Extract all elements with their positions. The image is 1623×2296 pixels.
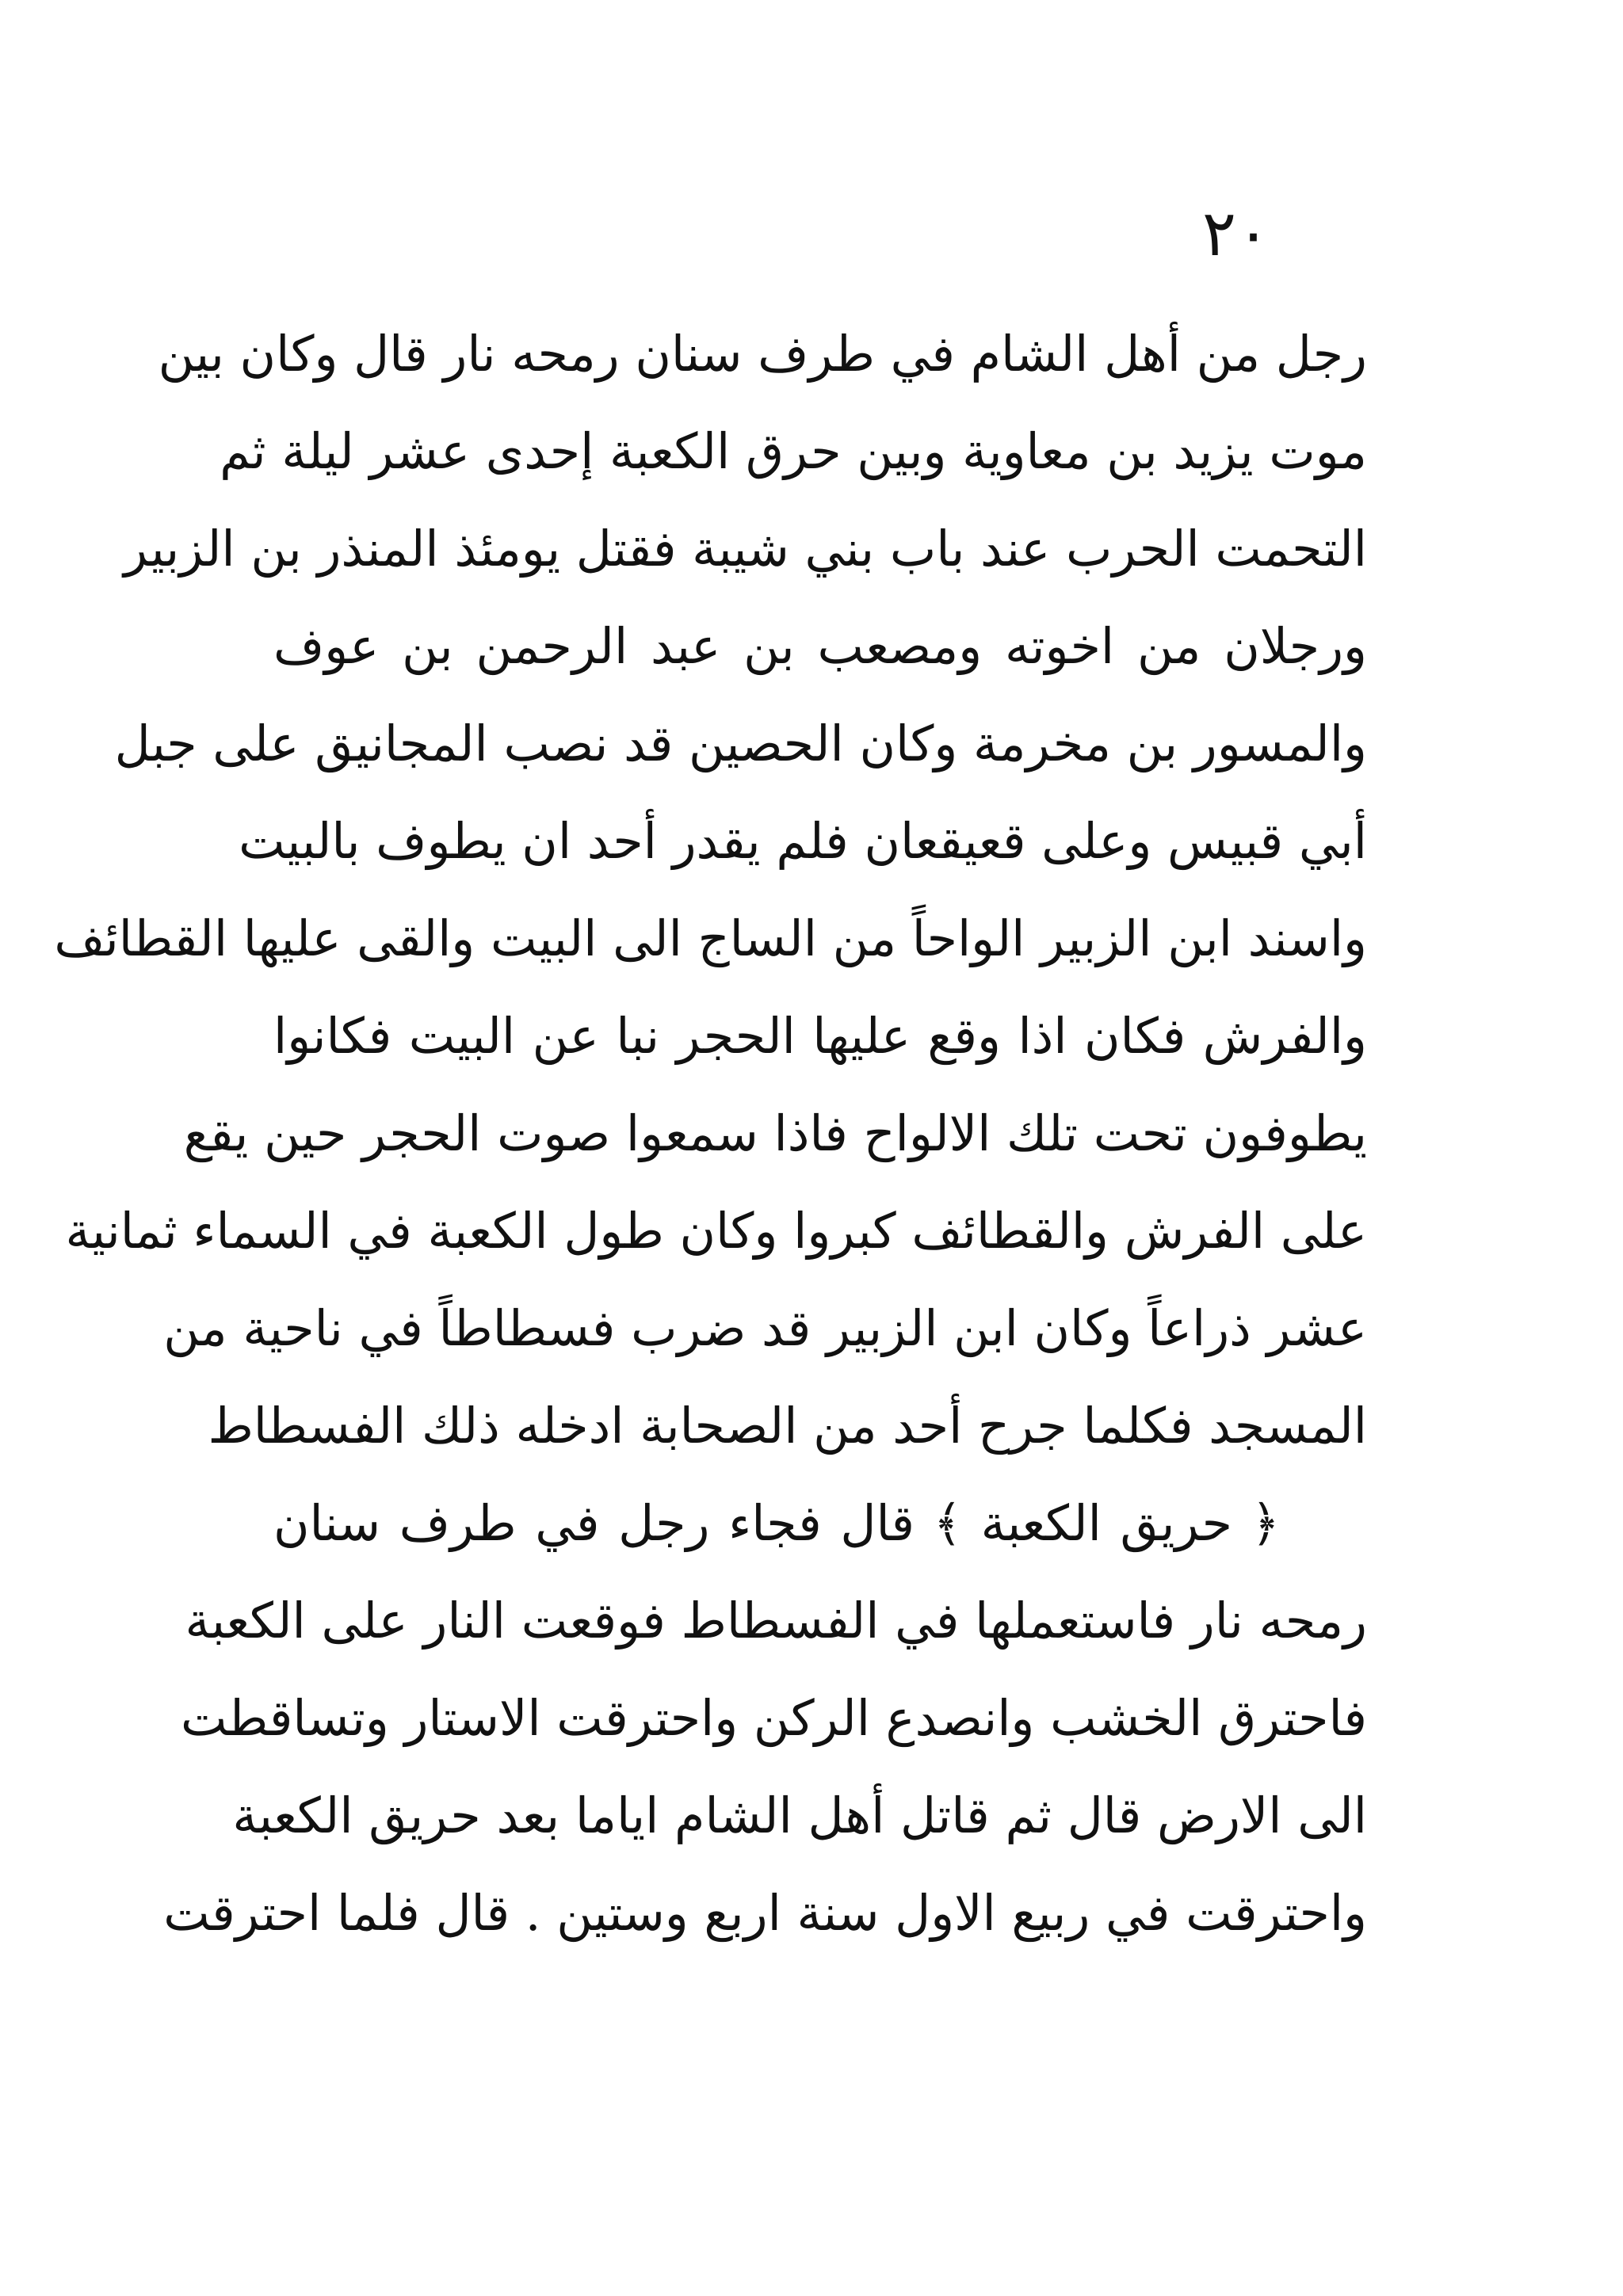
text-line: ورجلان من اخوته ومصعب بن عبد الرحمن بن عوف — [273, 617, 1367, 675]
text-line: فاحترق الخشب وانصدع الركن واحترقت الاستار وتساقطت — [181, 1689, 1367, 1747]
text-line: واحترقت في ربيع الاول سنة اربع وستين . قال فلما احترقت — [163, 1884, 1367, 1942]
text-line: والفرش فكان اذا وقع عليها الحجر نبا عن البيت فكانوا — [273, 1007, 1367, 1065]
text-line: يطوفون تحت تلك الالواح فاذا سمعوا صوت الحجر حين يقع — [183, 1104, 1367, 1162]
text-line: أبي قبيس وعلى قعيقعان فلم يقدر أحد ان يطوف بالبيت — [239, 812, 1367, 870]
body-text — [54, 305, 1367, 1962]
text-line: موت يزيد بن معاوية وبين حرق الكعبة إحدى عشر ليلة ثم — [220, 422, 1367, 480]
text-line: رمحه نار فاستعملها في الفسطاط فوقعت النار على الكعبة — [185, 1592, 1367, 1650]
text-line: واسند ابن الزبير الواحاً من الساج الى البيت والقى عليها القطائف — [54, 910, 1367, 967]
text-line: عشر ذراعاً وكان ابن الزبير قد ضرب فسطاطاً في ناحية من — [163, 1299, 1367, 1357]
text-line: التحمت الحرب عند باب بني شيبة فقتل يومئذ المنذر بن الزبير — [124, 520, 1367, 578]
page-number: ٢٠ — [1202, 196, 1270, 270]
text-line: المسجد فكلما جرح أحد من الصحابة ادخله ذلك الفسطاط — [208, 1397, 1367, 1455]
text-line: على الفرش والقطائف كبروا وكان طول الكعبة في السماء ثمانية — [65, 1202, 1367, 1260]
text-line: رجل من أهل الشام في طرف سنان رمحه نار قال وكان بين — [158, 325, 1367, 383]
section-heading-line: ﴿ حريق الكعبة ﴾ قال فجاء رجل في طرف سنان — [273, 1494, 1280, 1552]
text-line: والمسور بن مخرمة وكان الحصين قد نصب المجانيق على جبل — [114, 715, 1367, 772]
text-line: الى الارض قال ثم قاتل أهل الشام اياما بعد حريق الكعبة — [232, 1787, 1367, 1844]
